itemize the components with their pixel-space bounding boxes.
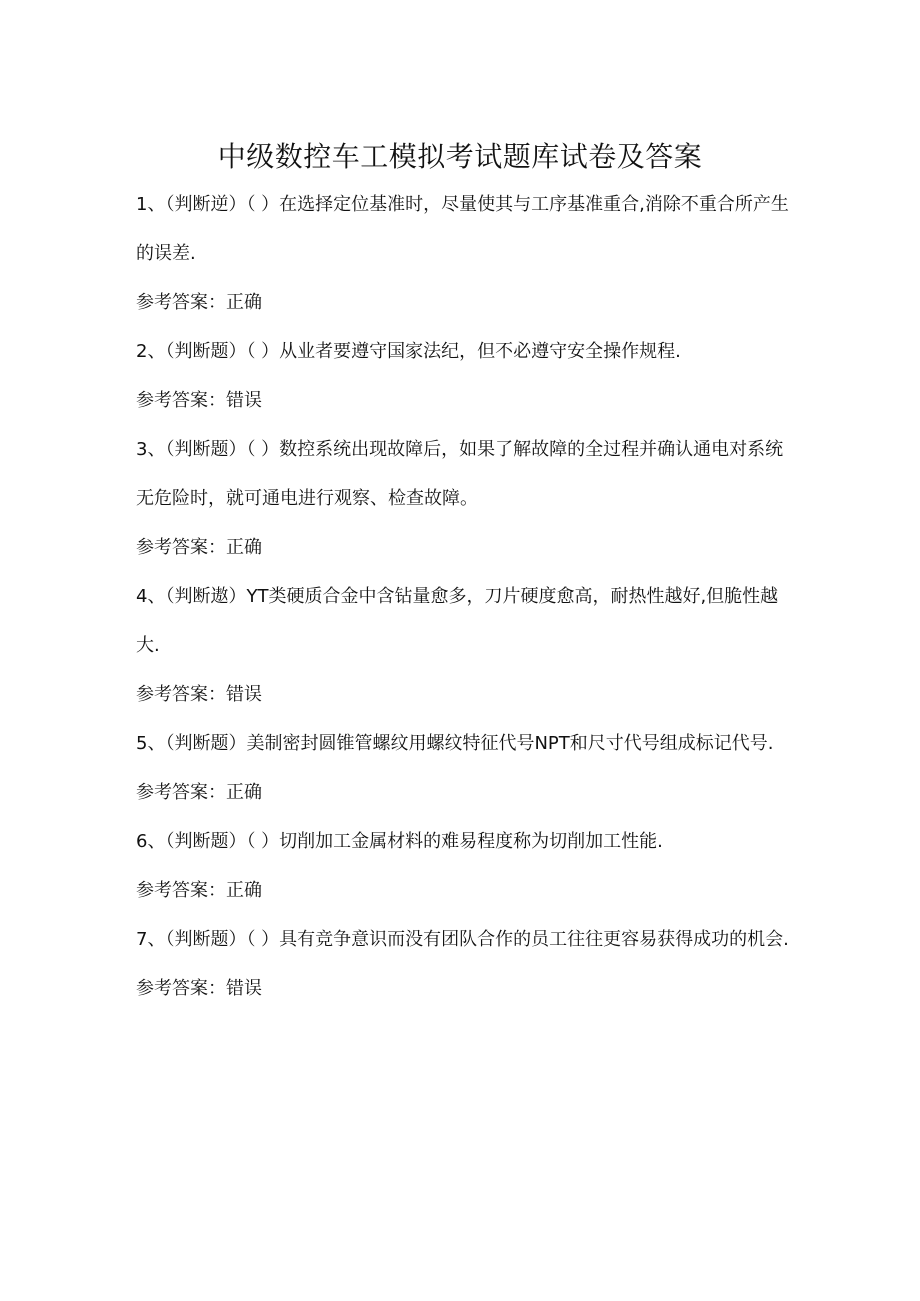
answer-text: 参考答案：错误 (136, 684, 262, 705)
question-text: 1、（判断逆）（ ）在选择定位基准时，尽量使其与工序基准重合,消除不重合所产生的误差. (136, 194, 789, 264)
question-item-2 (136, 327, 796, 425)
question-item-4 (136, 572, 796, 719)
question-text: 4、（判断遨）YT类硬质合金中含钻量愈多，刀片硬度愈高，耐热性越好,但脆性越大. (136, 586, 779, 656)
answer-text: 参考答案：错误 (136, 390, 262, 411)
question-text: 5、（判断题）美制密封圆锥管螺纹用螺纹特征代号NPT和尺寸代号组成标记代号. (136, 733, 774, 754)
question-item-7 (136, 915, 796, 1013)
question-item-1 (136, 180, 796, 327)
question-item-6 (136, 817, 796, 915)
question-text: 3、（判断题）（ ）数控系统出现故障后，如果了解故障的全过程并确认通电对系统无危险时，就可通电进行观察、检查故障。 (136, 439, 784, 509)
answer-text: 参考答案：正确 (136, 292, 262, 313)
answer-text: 参考答案：错误 (136, 978, 262, 999)
answer-text: 参考答案：正确 (136, 537, 262, 558)
question-list (136, 180, 796, 1013)
question-item-3 (136, 425, 796, 572)
answer-text: 参考答案：正确 (136, 880, 262, 901)
question-text: 7、（判断题）（ ）具有竞争意识而没有团队合作的员工往往更容易获得成功的机会. (136, 929, 789, 950)
answer-text: 参考答案：正确 (136, 782, 262, 803)
question-text: 6、（判断题）（ ）切削加工金属材料的难易程度称为切削加工性能. (136, 831, 663, 852)
question-text: 2、（判断题）（ ）从业者要遵守国家法纪，但不必遵守安全操作规程. (136, 341, 681, 362)
document-title: 中级数控车工模拟考试题库试卷及答案 (217, 139, 703, 173)
question-item-5 (136, 719, 796, 817)
